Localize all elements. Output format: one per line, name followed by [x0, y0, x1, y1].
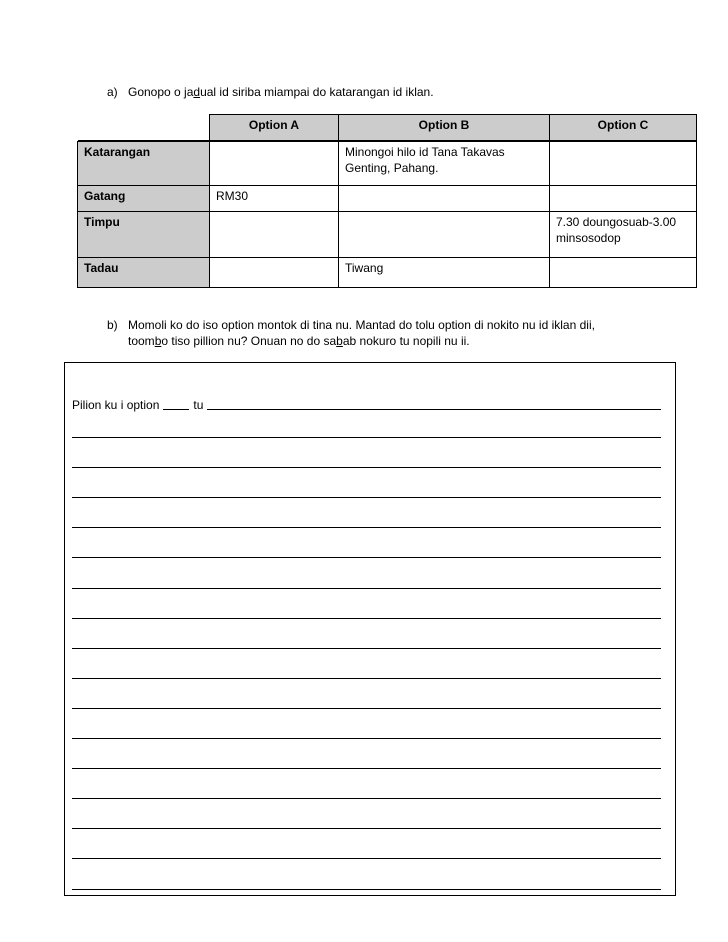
- table-cell: [339, 212, 550, 258]
- answer-box: [64, 362, 676, 896]
- writing-line[interactable]: [72, 678, 661, 679]
- table-cell: 7.30 doungosuab-3.00 minsosodop: [550, 212, 697, 258]
- writing-line[interactable]: [72, 858, 661, 859]
- table-header-blank: [78, 115, 210, 141]
- writing-line[interactable]: [72, 437, 661, 438]
- table-row: [78, 186, 697, 212]
- row-label-katarangan: Katarangan: [78, 142, 210, 186]
- question-a-text-2: ual id siriba miampai do katarangan id iklan.: [200, 85, 434, 99]
- writing-line[interactable]: [72, 497, 661, 498]
- answer-prefix: Pilion ku i option: [72, 398, 160, 412]
- table-row: [78, 142, 697, 186]
- writing-line[interactable]: [72, 527, 661, 528]
- question-b-underlined-2: b: [336, 334, 343, 348]
- table-cell: [210, 142, 339, 186]
- table-cell: [550, 142, 697, 186]
- question-a-text-1: Gonopo o ja: [128, 85, 194, 99]
- writing-line[interactable]: [72, 798, 661, 799]
- writing-line[interactable]: [72, 618, 661, 619]
- writing-line[interactable]: [72, 768, 661, 769]
- writing-line[interactable]: [72, 648, 661, 649]
- question-b-line-2a: toom: [128, 334, 155, 348]
- table-cell: [550, 258, 697, 288]
- table-row: [78, 258, 697, 288]
- question-a: [107, 84, 434, 100]
- question-b: [107, 317, 595, 349]
- table-header-option-c: Option C: [550, 115, 697, 141]
- option-blank[interactable]: [163, 409, 189, 410]
- writing-line[interactable]: [72, 828, 661, 829]
- row-label-tadau: Tadau: [78, 258, 210, 288]
- question-b-line-1: Momoli ko do iso option montok di tina nu. Mantad do tolu option di nokito nu id iklan dii,: [128, 318, 595, 332]
- table-cell: Tiwang: [339, 258, 550, 288]
- table-cell: [210, 212, 339, 258]
- writing-line[interactable]: [72, 467, 661, 468]
- writing-line[interactable]: [72, 708, 661, 709]
- answer-middle: tu: [193, 398, 204, 412]
- writing-line[interactable]: [72, 588, 661, 589]
- table-cell: Minongoi hilo id Tana Takavas Genting, Pahang.: [339, 142, 550, 186]
- table-cell: RM30: [210, 186, 339, 212]
- row-label-gatang: Gatang: [78, 186, 210, 212]
- table-cell: [550, 186, 697, 212]
- writing-line[interactable]: [72, 557, 661, 558]
- question-b-label: b): [107, 318, 118, 332]
- table-cell: [339, 186, 550, 212]
- writing-line[interactable]: [72, 738, 661, 739]
- writing-line[interactable]: [72, 889, 661, 890]
- table-header-option-b: Option B: [339, 115, 550, 141]
- row-label-timpu: Timpu: [78, 212, 210, 258]
- question-a-text-underlined: d: [193, 85, 201, 99]
- question-a-label: a): [107, 85, 118, 99]
- question-b-line-2b: o tiso pillion nu? Onuan no do sa: [161, 334, 337, 348]
- table-cell: [210, 258, 339, 288]
- table-header-row: [78, 115, 697, 141]
- table-header-option-a: Option A: [210, 115, 339, 141]
- table-row: [78, 212, 697, 258]
- answer-prompt-line: [72, 398, 661, 412]
- question-b-underlined-1: b: [154, 334, 162, 348]
- options-table: [77, 114, 697, 288]
- question-b-line-2c: ab nokuro tu nopili nu ii.: [342, 334, 470, 348]
- reason-blank[interactable]: [207, 409, 661, 410]
